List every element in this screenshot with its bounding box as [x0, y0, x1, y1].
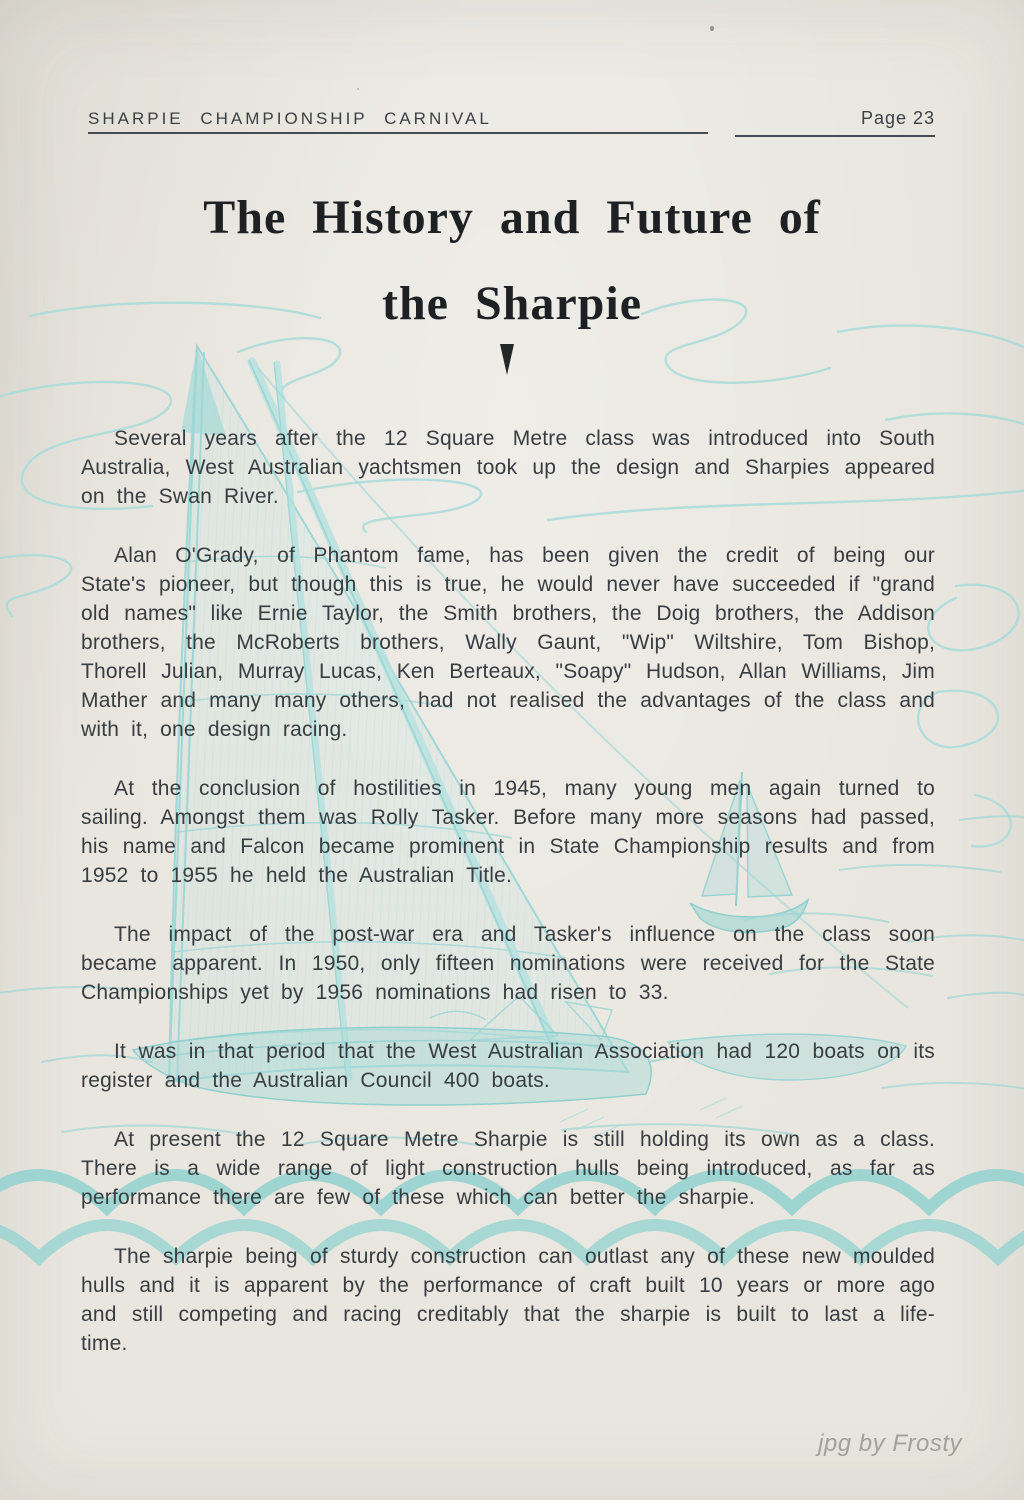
header-rule-right: [735, 135, 935, 137]
watermark-text: jpg by Frosty: [818, 1430, 962, 1457]
article-paragraph-2: Alan O'Grady, of Phantom fame, has been given the credit of being our State's pioneer, but though this is true, he would never have succeeded if "grand old names" like Ernie Taylor, the Smith brothers, the Doig brothers, the Addison brothers, the McRoberts brothers, Wally Gaunt, "Wip" Wiltshire, Tom Bishop, Thorell Julian, Murray Lucas, Ken Berteaux, "Soapy" Hudson, Allan Williams, Jim Mather and many many others, had not realised the advantages of the class and with it, one design racing.: [81, 544, 935, 741]
article-paragraph-7: The sharpie being of sturdy construction can outlast any of these new moulded hulls and it is apparent by the performance of craft built 10 years or more ago and still competing and racing creditably that the sharpie is built to last a life-time.: [81, 1245, 935, 1355]
page-number: Page 23: [860, 108, 935, 128]
article-title-line-1: The History and Future of: [203, 191, 821, 245]
scan-speck: [357, 88, 359, 90]
page-header: [88, 108, 935, 129]
scan-speck: [710, 26, 714, 31]
article-paragraph-6: At present the 12 Square Metre Sharpie is still holding its own as a class. There is a wide range of light construction hulls being introduced, as far as performance there are few of these which can better the sharpie.: [81, 1128, 935, 1209]
article-paragraph-4: The impact of the post-war era and Tasker's influence on the class soon became apparent. In 1950, only fifteen nominations were received for the State Championships yet by 1956 nominations had risen to 33.: [81, 923, 935, 1004]
article-paragraph-1: Several years after the 12 Square Metre class was introduced into South Australia, West Australian yachtsmen took up the design and Sharpies appeared on the Swan River.: [81, 427, 935, 508]
journal-title: SHARPIE CHAMPIONSHIP CARNIVAL: [88, 109, 492, 128]
article-paragraph-3: At the conclusion of hostilities in 1945, many young men again turned to sailing. Amongst them was Rolly Tasker. Before many more seasons had passed, his name and Falcon became prominent in State Championship results and from 1952 to 1955 he held the Australian Title.: [81, 777, 935, 887]
article-body: [81, 424, 935, 1388]
header-rule-left: [88, 132, 708, 134]
down-triangle-ornament: [500, 344, 514, 375]
article-title-line-2: the Sharpie: [381, 277, 642, 331]
article-paragraph-5: It was in that period that the West Australian Association had 120 boats on its register and the Australian Council 400 boats.: [81, 1040, 935, 1092]
article-title: [0, 190, 1024, 331]
